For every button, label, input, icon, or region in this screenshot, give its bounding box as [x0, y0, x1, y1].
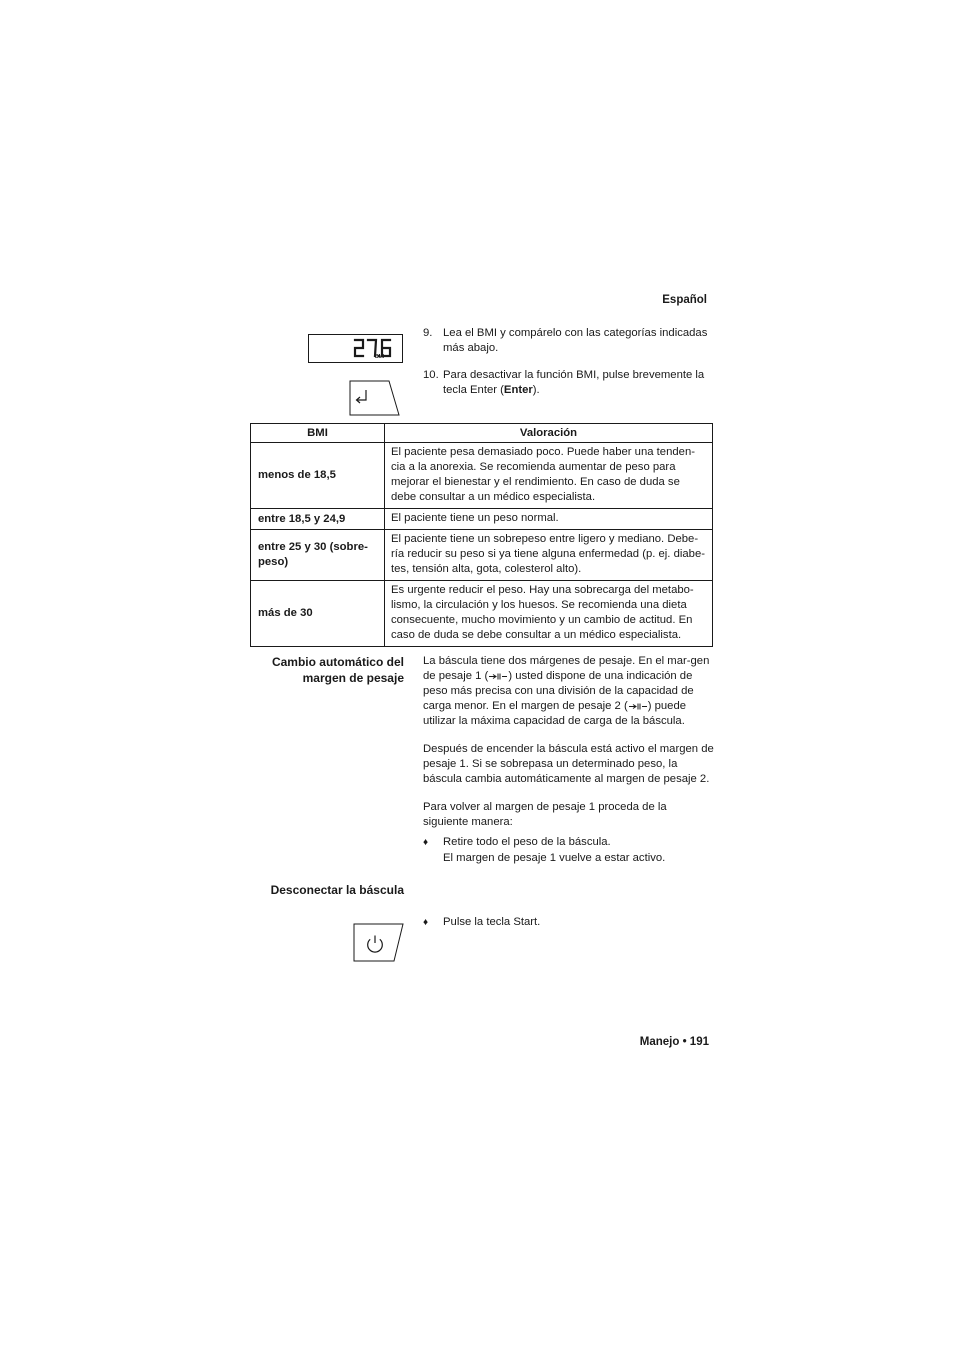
bmi-category: más de 30 — [251, 581, 385, 647]
bullet-result-text: El margen de pesaje 1 vuelve a estar activo. — [443, 852, 666, 864]
step-text-end: ). — [532, 384, 540, 396]
bmi-description: El paciente tiene un sobrepeso entre ligero y mediano. Debe-ría reducir su peso si ya tiene alguna enfermedad (p. ej. diabe-tes, tensión alta, gota, colesterol alto). — [385, 530, 713, 581]
step-9 — [423, 326, 715, 356]
section-body-auto-range — [423, 654, 715, 866]
bmi-category: menos de 18,5 — [251, 443, 385, 509]
instruction-steps — [423, 326, 715, 410]
paragraph-text: ) usted dispone de una indicación de peso más precisa con una división de la capacidad de carga menor. En el margen de pesaje 2 ( — [423, 670, 694, 712]
bullet-text: Pulse la tecla Start. — [443, 916, 541, 928]
paragraph-text: ) puede utilizar la máxima capacidad de carga de la báscula. — [423, 700, 687, 727]
seven-segment-reading — [309, 335, 402, 362]
start-key[interactable] — [353, 923, 405, 967]
section-body-switch-off — [423, 915, 715, 930]
step-number: 10. — [423, 369, 439, 381]
table-header-valoracion: Valoración — [385, 424, 713, 443]
table-row — [251, 509, 713, 530]
bmi-description: El paciente pesa demasiado poco. Puede haber una tenden-cia a la anorexia. Se recomienda aumentar de peso para mejorar el bienestar y el rendimiento. En caso de duda se debe consultar a un médico especialista. — [385, 443, 713, 509]
paragraph-auto-switch: Después de encender la báscula está activo el margen de pesaje 1. Si se sobrepasa un determinado peso, la báscula cambia automáticamente al margen de pesaje 2. — [423, 743, 714, 785]
bmi-category: entre 25 y 30 (sobre-peso) — [251, 530, 385, 581]
section-heading-line: Cambio automático del — [271, 655, 404, 669]
paragraph-ranges — [423, 654, 715, 729]
table-row — [251, 443, 713, 509]
table-row — [251, 581, 713, 647]
table-header-bmi: BMI — [251, 424, 385, 443]
bullet-item — [423, 915, 715, 930]
bmi-description: Es urgente reducir el peso. Hay una sobrecarga del metabo-lismo, la circulación y los huesos. Se recomienda una dieta consecuente, mucho movimiento y un cambio de actitud. En caso de duda se debe consultar a un médico especialista. — [385, 581, 713, 647]
bullet-item — [423, 835, 715, 866]
power-icon — [353, 923, 405, 962]
bmi-unit-label: BMI — [375, 354, 385, 360]
enter-icon — [349, 380, 401, 416]
step-10 — [423, 368, 715, 398]
diamond-bullet-icon: ♦ — [423, 837, 429, 848]
section-heading-switch-off: Desconectar la báscula — [270, 883, 404, 897]
diamond-bullet-icon: ♦ — [423, 917, 429, 928]
weighing-range-1-icon — [488, 672, 508, 681]
bmi-display — [308, 334, 403, 363]
bmi-category: entre 18,5 y 24,9 — [251, 509, 385, 530]
bullet-text: Retire todo el peso de la báscula. — [443, 836, 611, 848]
step-text: Para desactivar la función BMI, pulse brevemente la tecla Enter ( — [443, 369, 705, 396]
bmi-table — [250, 423, 713, 647]
section-heading-line: margen de pesaje — [302, 671, 404, 685]
enter-key[interactable] — [349, 380, 401, 421]
table-row — [251, 530, 713, 581]
step-text: Lea el BMI y compárelo con las categorías indicadas más abajo. — [443, 327, 708, 354]
paragraph-return: Para volver al margen de pesaje 1 proceda de la siguiente manera: — [423, 801, 667, 828]
bmi-description: El paciente tiene un peso normal. — [385, 509, 713, 530]
section-heading-auto-range — [244, 654, 404, 686]
step-number: 9. — [423, 327, 433, 339]
weighing-range-2-icon — [628, 702, 648, 711]
enter-bold-text: Enter — [503, 384, 533, 396]
language-label: Español — [662, 294, 707, 306]
paragraph-text: La báscula tiene dos márgenes de pesaje. En el mar-gen de pesaje 1 ( — [423, 655, 710, 682]
table-header-row — [251, 424, 713, 443]
page-footer: Manejo • 191 — [639, 1036, 709, 1048]
